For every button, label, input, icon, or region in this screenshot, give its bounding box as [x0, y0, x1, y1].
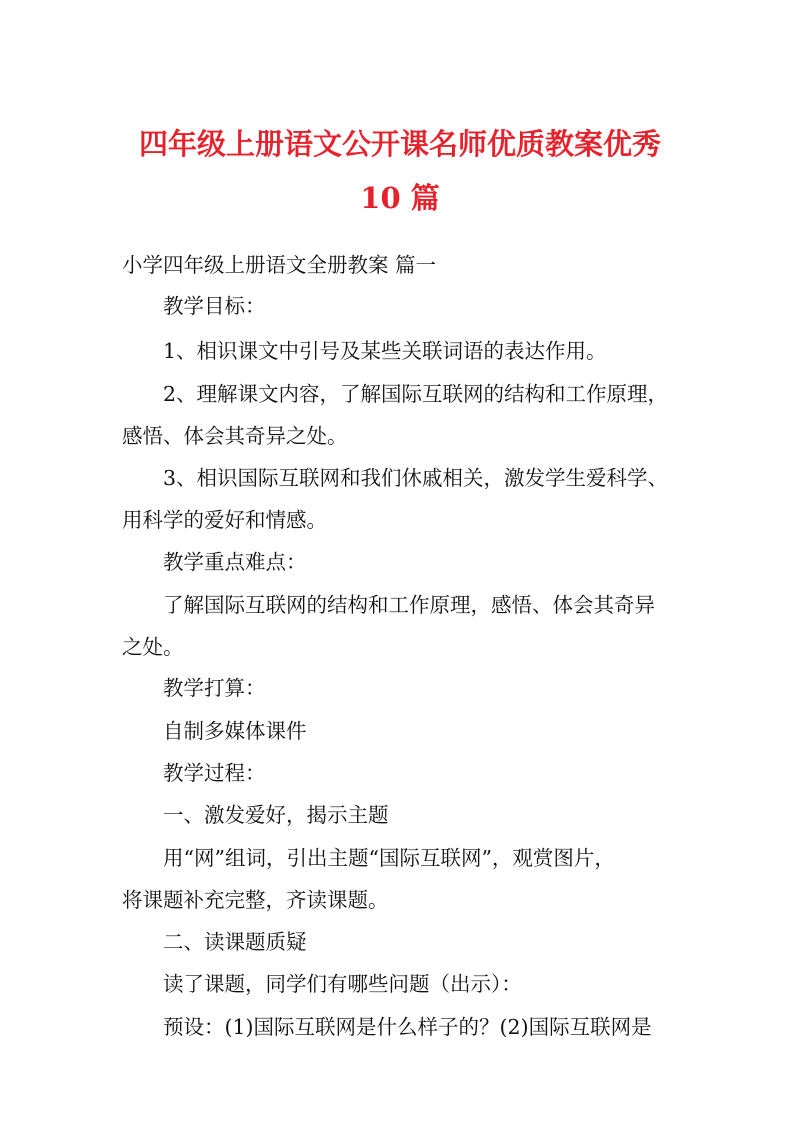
paragraph-goal-3-line-1: 3、相识国际互联网和我们休戚相关，激发学生爱科学、 [163, 466, 669, 490]
paragraph-step-1-line-2: 将课题补充完整，齐读课题。 [122, 888, 389, 912]
paragraph-key-points-line-1: 了解国际互联网的结构和工作原理，感悟、体会其奇异 [163, 593, 655, 617]
paragraph-goal-1: 1、相识课文中引号及某些关联词语的表达作用。 [163, 339, 607, 363]
paragraph-goal-3-line-2: 用科学的爱好和情感。 [122, 508, 327, 532]
paragraph-step-2-line-1: 读了课题，同学们有哪些问题（出示）： [163, 972, 522, 996]
paragraph-step-1-heading: 一、激发爱好，揭示主题 [163, 803, 389, 827]
paragraph-goal-2-line-2: 感悟、体会其奇异之处。 [122, 424, 348, 448]
document-title-line-2: 10 篇 [360, 181, 440, 215]
paragraph-step-2-line-2: 预设：(1)国际互联网是什么样子的？(2)国际互联网是 [163, 1015, 652, 1039]
paragraph-key-points-line-2: 之处。 [122, 635, 184, 659]
paragraph-key-points-label: 教学重点难点： [163, 550, 307, 574]
document-title-line-1: 四年级上册语文公开课名师优质教案优秀 [138, 127, 661, 161]
paragraph-goal-2-line-1: 2、理解课文内容，了解国际互联网的结构和工作原理， [163, 382, 669, 406]
paragraph-preparation: 自制多媒体课件 [163, 719, 307, 743]
paragraph-preparation-label: 教学打算： [163, 676, 266, 700]
section-heading: 小学四年级上册语文全册教案 篇一 [122, 253, 437, 277]
paragraph-step-2-heading: 二、读课题质疑 [163, 930, 307, 954]
paragraph-step-1-line-1: 用“网”组词，引出主题“国际互联网”，观赏图片， [163, 846, 615, 870]
paragraph-teaching-goals-label: 教学目标： [163, 294, 266, 318]
paragraph-process-label: 教学过程： [163, 761, 266, 785]
